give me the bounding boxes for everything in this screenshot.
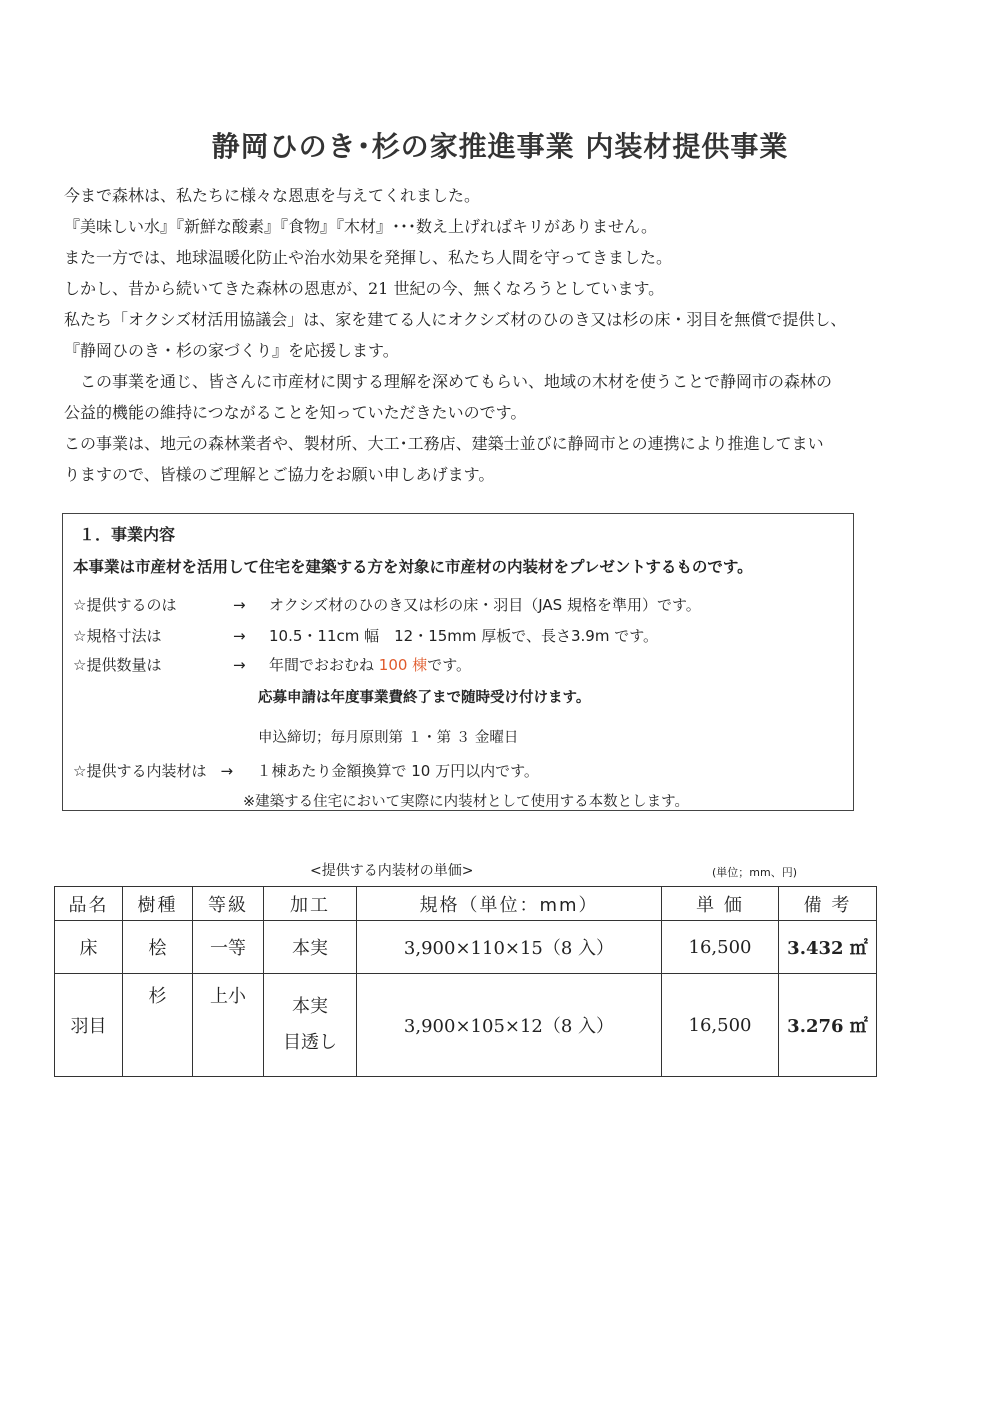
arrow-icon: → (233, 596, 246, 614)
table-row (55, 974, 877, 1077)
item-text: オクシズ材のひのき又は杉の床・羽目（JAS 規格を準用）です。 (269, 596, 701, 614)
item-label: ☆提供する内装材は (73, 762, 207, 780)
arrow-icon: → (233, 656, 246, 674)
note-quantity: ※建築する住宅において実際に内装材として使用する本数とします。 (243, 794, 689, 810)
cell-processing (264, 974, 357, 1077)
header-species: 樹種 (123, 887, 193, 921)
item-quantity (73, 654, 471, 675)
intro-text (64, 180, 954, 490)
intro-line: 『美味しい水』『新鮮な酸素』『食物』『木材』･･･数え上げればキリがありません。 (64, 217, 657, 236)
header-remark: 備 考 (779, 887, 877, 921)
intro-line: 『静岡ひのき・杉の家づくり』を応援します。 (64, 341, 399, 360)
header-name: 品名 (55, 887, 123, 921)
arrow-icon: → (233, 627, 246, 645)
cell-spec: 3,900×110×15（8 入） (357, 921, 662, 974)
cell-processing: 本実 (264, 921, 357, 974)
intro-line: 今まで森林は、私たちに様々な恩恵を与えてくれました。 (64, 186, 481, 205)
note-deadline: 申込締切；毎月原則第 １・第 ３ 金曜日 (258, 730, 519, 746)
item-materials (73, 760, 539, 781)
item-dimensions (73, 625, 658, 646)
arrow-icon: → (220, 762, 234, 780)
intro-line: この事業は、地元の森林業者や、製材所、大工･工務店、建築士並びに静岡市との連携により推進してまい (64, 434, 824, 453)
intro-line: しかし、昔から続いてきた森林の恩恵が、21 世紀の今、無くなろうとしています。 (64, 279, 665, 298)
intro-line: りますので、皆様のご理解とご協力をお願い申しあげます。 (64, 465, 495, 484)
header-spec: 規格（単位：mm） (357, 887, 662, 921)
table-caption: <提供する内装材の単価> (310, 863, 474, 879)
cell-species: 桧 (123, 921, 193, 974)
cell-species: 杉 (123, 974, 193, 1077)
item-label: ☆提供するのは (73, 596, 177, 614)
highlight-count: 100 棟 (378, 656, 428, 674)
header-grade: 等級 (193, 887, 264, 921)
page-title: 静岡ひのき･杉の家推進事業 内装材提供事業 (211, 130, 789, 163)
table-header-row (55, 887, 877, 921)
project-details-box (62, 513, 854, 811)
item-text: １棟あたり金額換算で 10 万円以内です。 (256, 762, 539, 780)
item-provided (73, 594, 701, 615)
table-row (55, 921, 877, 974)
cell-remark: 3.276 ㎡ (779, 974, 877, 1077)
intro-line: 公益的機能の維持につながることを知っていただきたいのです。 (64, 403, 527, 422)
intro-line: また一方では、地球温暖化防止や治水効果を発揮し、私たち人間を守ってきました。 (64, 248, 673, 267)
header-price: 単 価 (662, 887, 779, 921)
price-table (54, 886, 877, 1077)
table-unit: (単位；mm、円) (712, 866, 798, 879)
item-label: ☆提供数量は (73, 656, 162, 674)
item-label: ☆規格寸法は (73, 627, 162, 645)
cell-name: 羽目 (55, 974, 123, 1077)
note-apply: 応募申請は年度事業費終了まで随時受け付けます。 (258, 690, 591, 706)
header-processing: 加工 (264, 887, 357, 921)
item-text: 10.5・11cm 幅 12・15mm 厚板で、長さ3.9m です。 (269, 627, 659, 645)
section-lead: 本事業は市産材を活用して住宅を建築する方を対象に市産材の内装材をプレゼントするものです。 (73, 558, 753, 576)
cell-grade: 一等 (193, 921, 264, 974)
section-heading: １．事業内容 (79, 525, 176, 544)
cell-remark: 3.432 ㎡ (779, 921, 877, 974)
cell-name: 床 (55, 921, 123, 974)
cell-price: 16,500 (662, 921, 779, 974)
cell-price: 16,500 (662, 974, 779, 1077)
processing-line: 目透し (283, 1032, 337, 1053)
intro-line: 私たち「オクシズ材活用協議会」は、家を建てる人にオクシズ材のひのき又は杉の床・羽目を無償で提供し、 (64, 310, 847, 329)
item-text: です。 (427, 656, 471, 674)
cell-spec: 3,900×105×12（8 入） (357, 974, 662, 1077)
intro-line: この事業を通じ、皆さんに市産材に関する理解を深めてもらい、地域の木材を使うことで静岡市の森林の (64, 372, 833, 391)
cell-grade: 上小 (193, 974, 264, 1077)
processing-line: 本実 (292, 996, 328, 1017)
item-text: 年間でおおむね (269, 656, 379, 674)
